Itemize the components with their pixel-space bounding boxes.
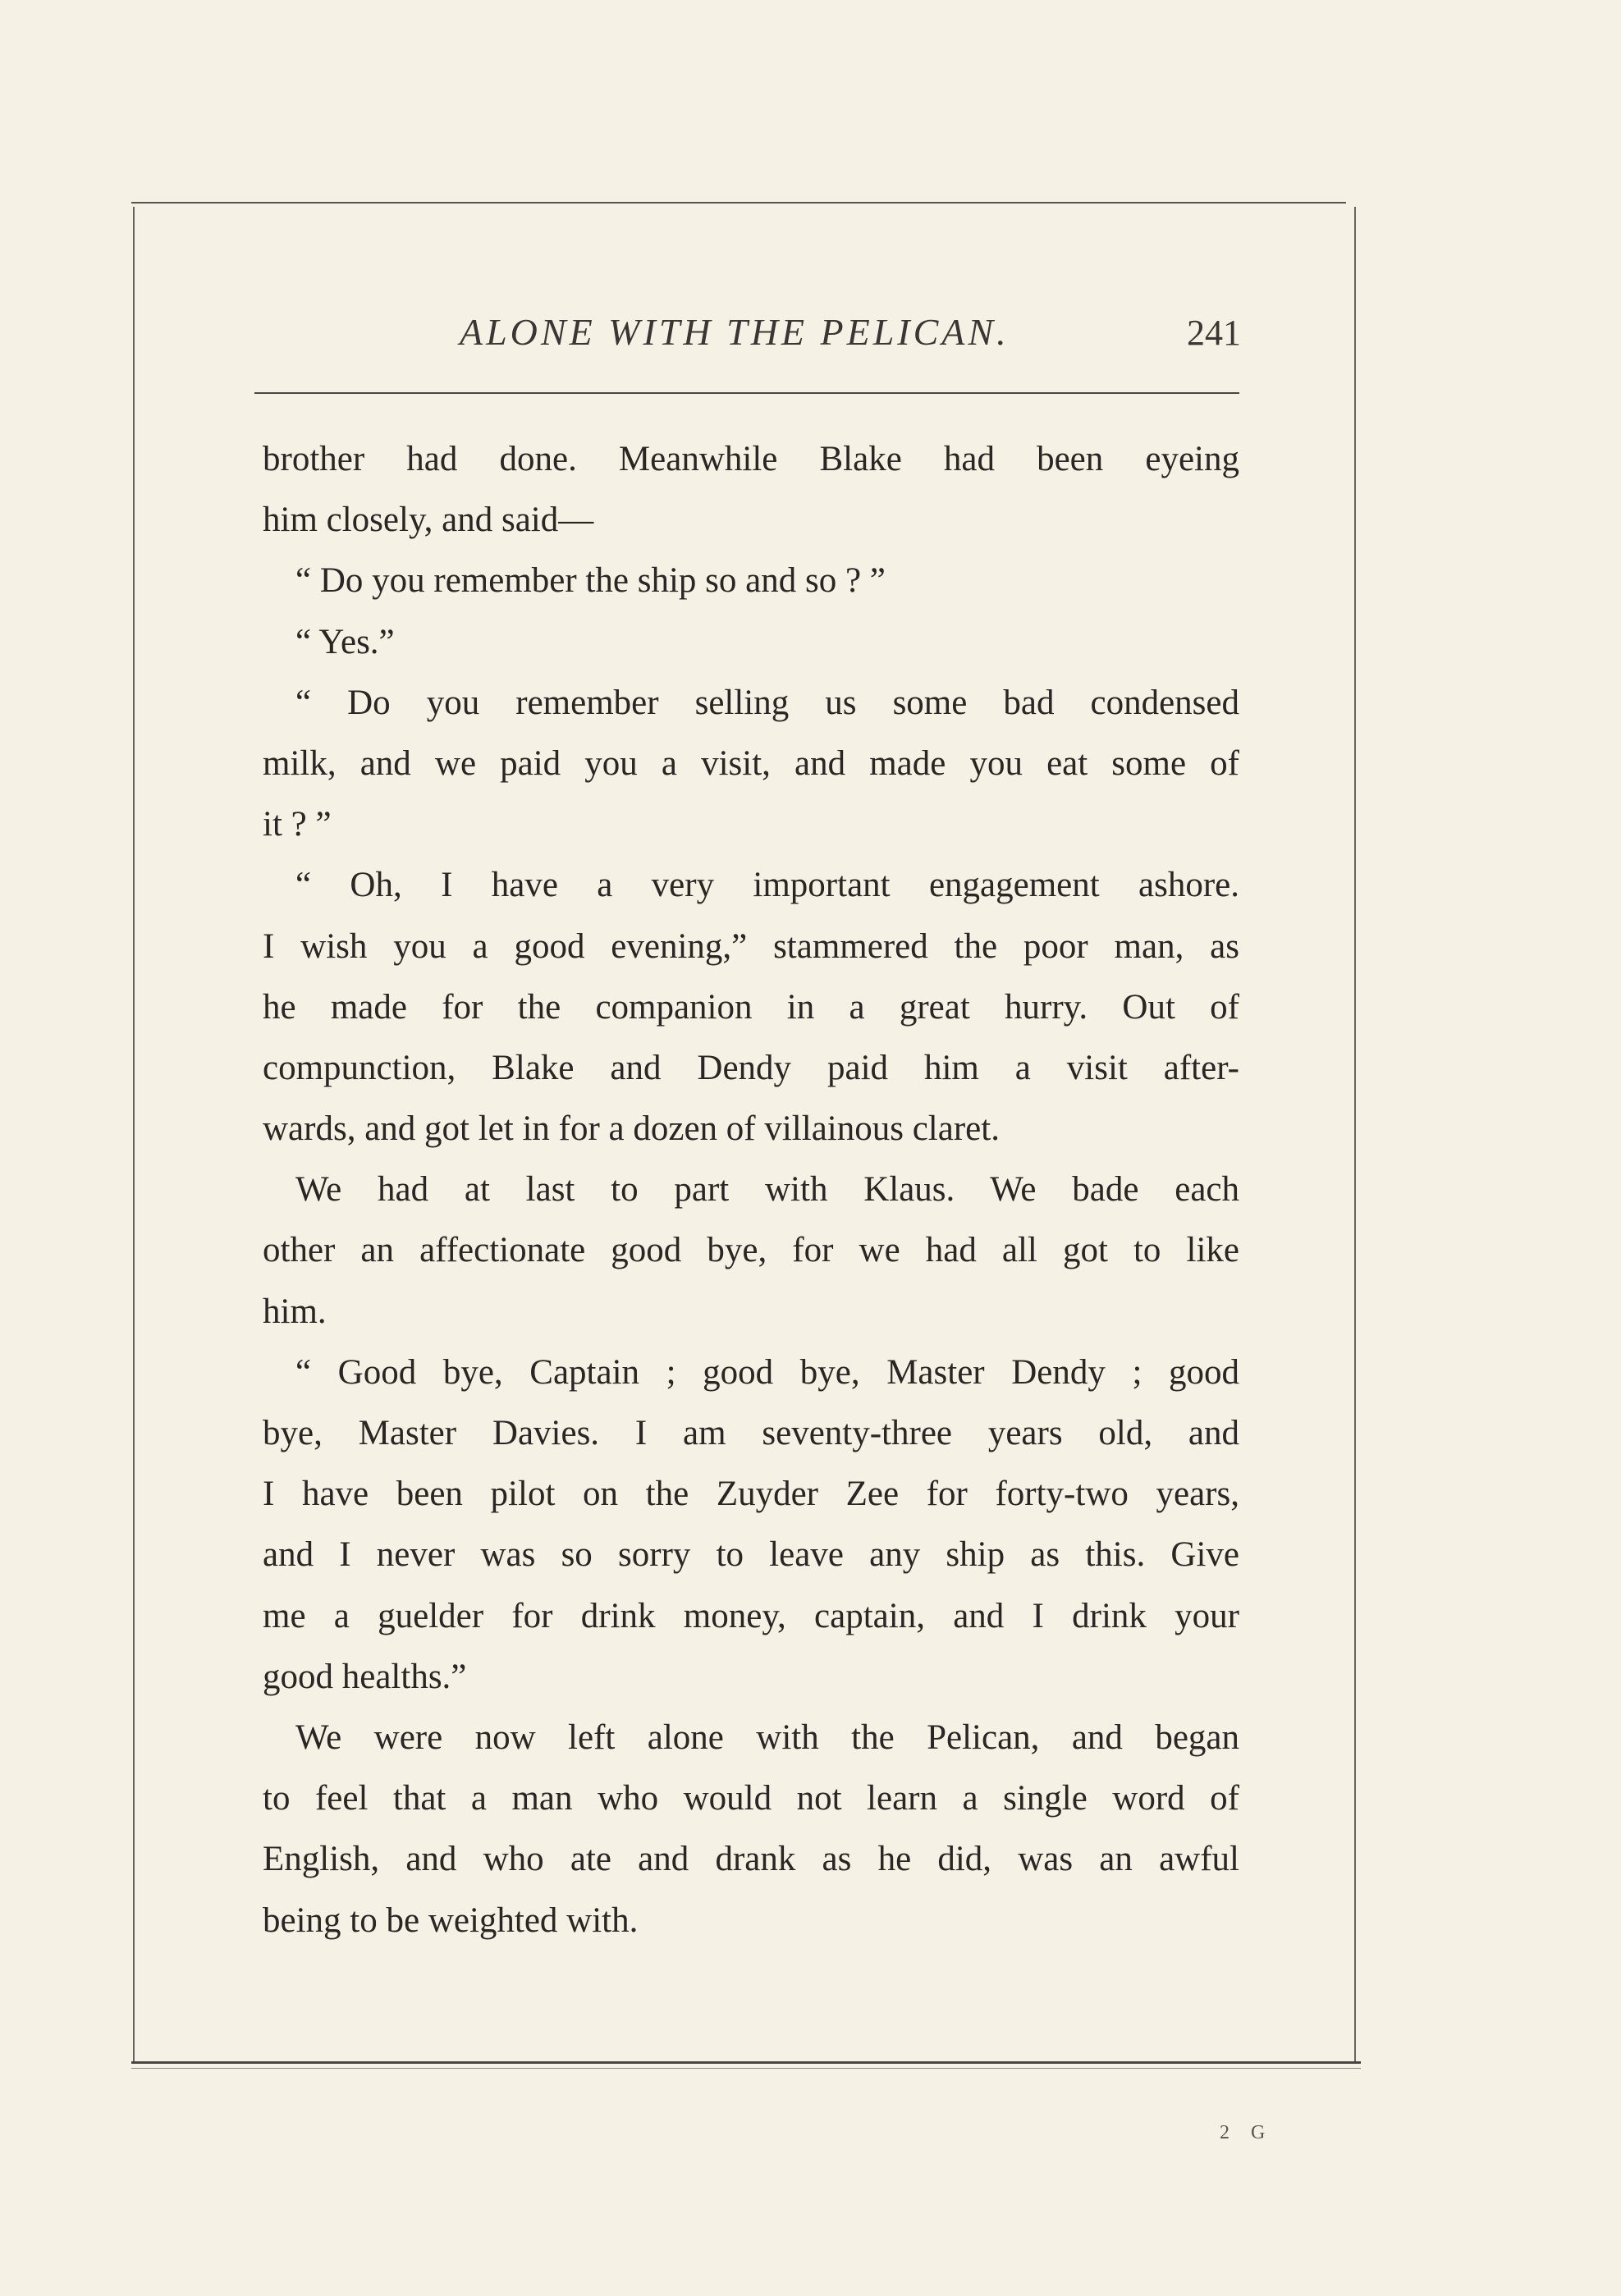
text-line: and I never was so sorry to leave any ship as this. Give xyxy=(263,1535,1239,1575)
text-line: him closely, and said— xyxy=(263,501,594,540)
text-line: “ Yes.” xyxy=(295,622,395,661)
text-line: he made for the companion in a great hurry. Out of xyxy=(263,987,1239,1027)
page-frame-bottom-rule-thin xyxy=(131,2068,1361,2069)
text-line: “ Do you remember selling us some bad condensed xyxy=(295,683,1239,722)
text-line: him. xyxy=(263,1292,327,1331)
text-line: other an affectionate good bye, for we had all got to like xyxy=(263,1231,1239,1270)
running-head-rule xyxy=(254,392,1239,394)
page-frame-left-rule xyxy=(133,207,135,2063)
text-line: to feel that a man who would not learn a single word of xyxy=(263,1779,1239,1818)
body-text xyxy=(263,429,1239,1951)
text-line: bye, Master Davies. I am seventy-three years old, and xyxy=(263,1414,1239,1452)
page-number: 241 xyxy=(1187,313,1241,353)
text-line: brother had done. Meanwhile Blake had been eyeing xyxy=(263,440,1239,478)
page-frame-right-rule xyxy=(1354,207,1356,2063)
text-line: “ Oh, I have a very important engagement ashore. xyxy=(295,866,1239,905)
text-line: compunction, Blake and Dendy paid him a visit after- xyxy=(263,1048,1239,1087)
text-line: good healths.” xyxy=(263,1657,467,1696)
text-line: being to be weighted with. xyxy=(263,1900,639,1940)
running-head-title: ALONE WITH THE PELICAN. xyxy=(460,311,1010,353)
text-line: milk, and we paid you a visit, and made you eat some of xyxy=(263,743,1239,783)
text-line: We had at last to part with Klaus. We bade each xyxy=(295,1170,1239,1210)
page-frame-top-rule xyxy=(131,202,1346,204)
signature-mark: 2 G xyxy=(1220,2122,1274,2143)
text-line: “ Good bye, Captain ; good bye, Master Dendy ; good xyxy=(295,1352,1239,1392)
text-line: We were now left alone with the Pelican, and began xyxy=(295,1717,1239,1757)
text-line: I have been pilot on the Zuyder Zee for forty-two years, xyxy=(263,1475,1239,1514)
text-line: I wish you a good evening,” stammered the poor man, as xyxy=(263,926,1239,966)
text-line: me a guelder for drink money, captain, and I drink your xyxy=(263,1596,1239,1635)
text-line: it ? ” xyxy=(263,805,332,844)
text-line: “ Do you remember the ship so and so ? ” xyxy=(295,561,886,601)
text-line: English, and who ate and drank as he did, was an awful xyxy=(263,1840,1239,1879)
text-line: wards, and got let in for a dozen of villainous claret. xyxy=(263,1109,1000,1149)
page-frame-bottom-rule xyxy=(131,2061,1361,2064)
